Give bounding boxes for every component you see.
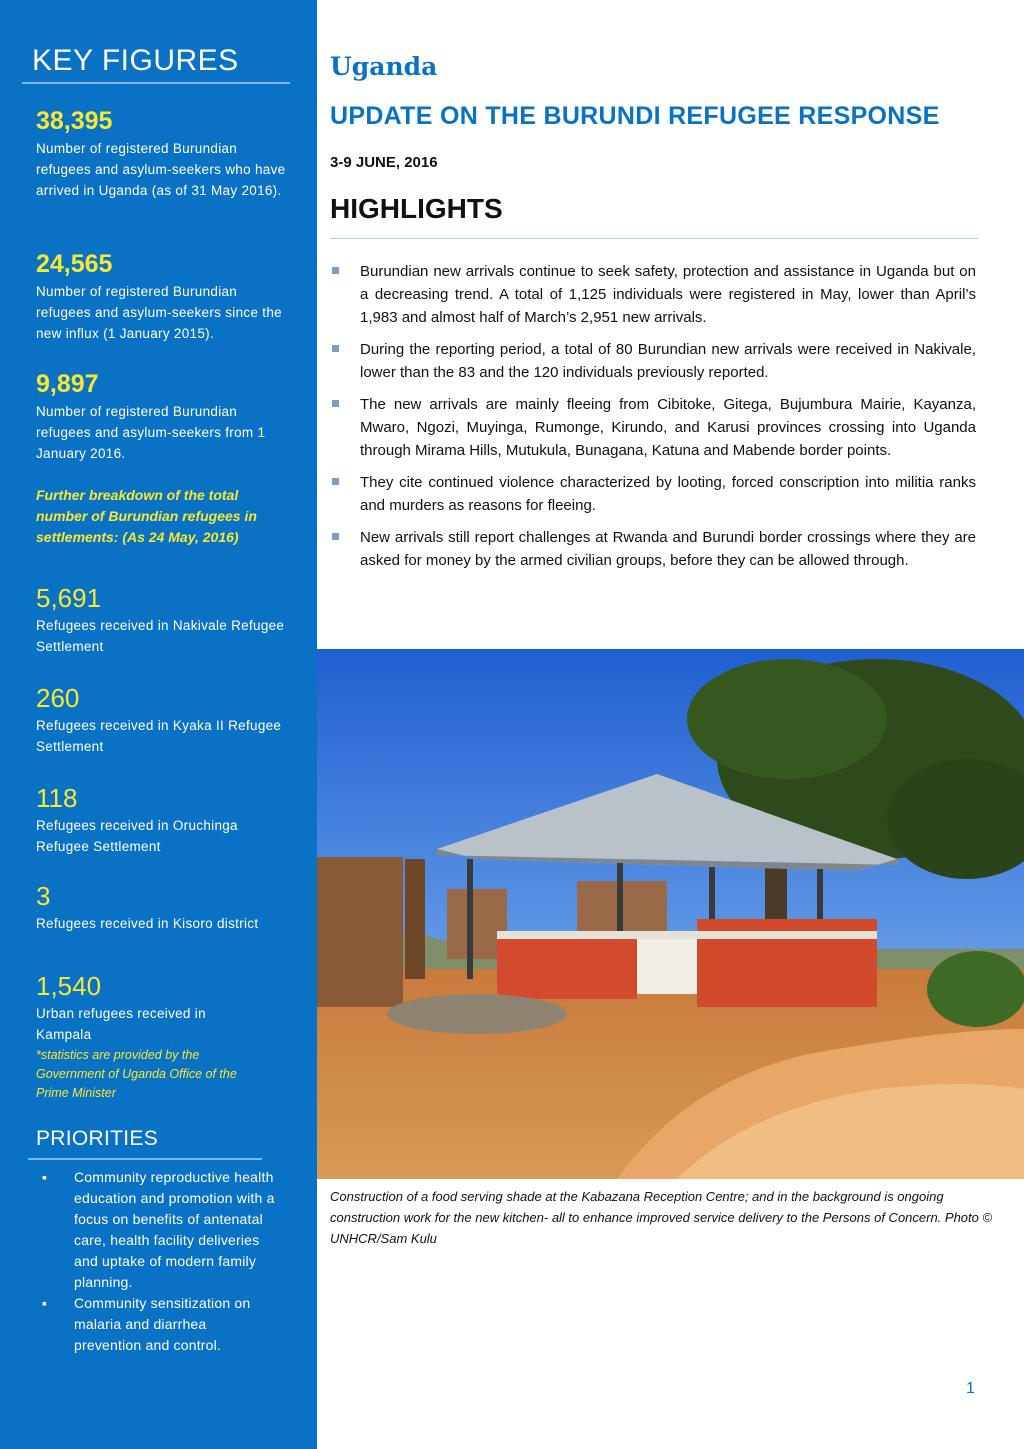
list-item [330,393,976,462]
settlement-description: Refugees received in Kisoro district [36,916,259,931]
figure-description: Number of registered Burundian refugees and asylum-seekers from 1 January 2016. [36,404,266,461]
settlement-value: 260 [36,683,80,713]
divider [330,238,978,239]
settlement-value: 3 [36,881,51,911]
settlement-nakivale [36,583,286,657]
settlement-kisoro [36,881,286,934]
settlement-description: Urban refugees received in Kampala [36,1006,206,1042]
settlement-value: 118 [36,783,78,813]
reception-centre-photo [317,649,1024,1179]
key-figures-title: KEY FIGURES [32,44,239,77]
figure-value: 24,565 [36,250,113,278]
bullet-icon [332,533,339,540]
list-item [36,1293,276,1356]
key-figures-sidebar [0,0,317,1449]
settlement-kyaka [36,683,286,757]
bullet-icon [332,400,339,407]
list-item [36,1167,276,1293]
list-item [330,338,976,384]
construction-site-image [317,649,1024,1179]
figure-description: Number of registered Burundian refugees and asylum-seekers since the new influx (1 January 2015). [36,284,282,341]
figure-value: 9,897 [36,370,99,398]
settlement-value: 5,691 [36,583,102,613]
figure-value: 38,395 [36,107,113,135]
country-name: Uganda [330,52,438,81]
statistics-footnote: *statistics are provided by the Government of Uganda Office of the Prime Minister [36,1048,237,1100]
key-figure-2016 [36,369,286,464]
report-title: UPDATE ON THE BURUNDI REFUGEE RESPONSE [330,102,940,130]
photo-caption: Construction of a food serving shade at the Kabazana Reception Centre; and in the background is ongoing construction work for the new kitchen- all to enhance improved service delivery to the Persons of Concern. Photo © UNHCR/Sam Kulu [330,1189,993,1246]
breakdown-note: Further breakdown of the total number of Burundian refugees in settlements: (As 24 May, 2016) [36,487,257,545]
divider [22,82,290,84]
settlement-description: Refugees received in Nakivale Refugee Settlement [36,618,285,654]
report-date: 3-9 JUNE, 2016 [330,154,438,171]
priorities-title: PRIORITIES [36,1127,159,1150]
highlight-text: They cite continued violence characterized by looting, forced conscription into militia ranks and murders as reasons for fleeing. [360,474,976,514]
highlight-text: New arrivals still report challenges at Rwanda and Burundi border crossings where they are asked for money by the armed civilian groups, before they can be allowed through. [360,529,976,569]
priorities-list [36,1167,276,1356]
key-figure-since-influx [36,249,286,344]
list-item [330,260,976,329]
highlights-list [330,260,976,581]
page-number: 1 [966,1380,975,1397]
bullet-icon [332,478,339,485]
settlement-kampala [36,971,256,1103]
highlight-text: Burundian new arrivals continue to seek safety, protection and assistance in Uganda but on a decreasing trend. A total of 1,125 individuals were registered in May, lower than April’s 1,983 and almost half of March’s 2,951 new arrivals. [360,263,976,326]
highlights-title: HIGHLIGHTS [330,193,503,224]
divider [28,1158,262,1160]
priority-text: Community reproductive health education and promotion with a focus on benefits of antenatal care, health facility deliveries and uptake of modern family planning. [74,1169,275,1290]
settlement-value: 1,540 [36,971,102,1001]
bullet-icon [332,345,339,352]
figure-description: Number of registered Burundian refugees and asylum-seekers who have arrived in Uganda (as of 31 May 2016). [36,141,286,198]
list-item [330,471,976,517]
priority-text: Community sensitization on malaria and diarrhea prevention and control. [74,1295,251,1353]
settlement-description: Refugees received in Kyaka II Refugee Settlement [36,718,282,754]
bullet-icon: ▪ [42,1295,48,1311]
list-item [330,526,976,572]
bullet-icon: ▪ [42,1169,48,1185]
settlement-description: Refugees received in Oruchinga Refugee Settlement [36,818,238,854]
highlight-text: The new arrivals are mainly fleeing from Cibitoke, Gitega, Bujumbura Mairie, Kayanza, Mwaro, Ngozi, Muyinga, Rumonge, Kirundo, and Karusi provinces crossing into Uganda through Mirama Hills, Mutukula, Bunagana, Katuna and Mabende border points. [360,396,976,459]
settlement-oruchinga [36,783,286,857]
key-figure-total [36,106,286,201]
bullet-icon [332,267,339,274]
highlight-text: During the reporting period, a total of 80 Burundian new arrivals were received in Nakivale, lower than the 83 and the 120 individuals previously reported. [360,341,976,381]
